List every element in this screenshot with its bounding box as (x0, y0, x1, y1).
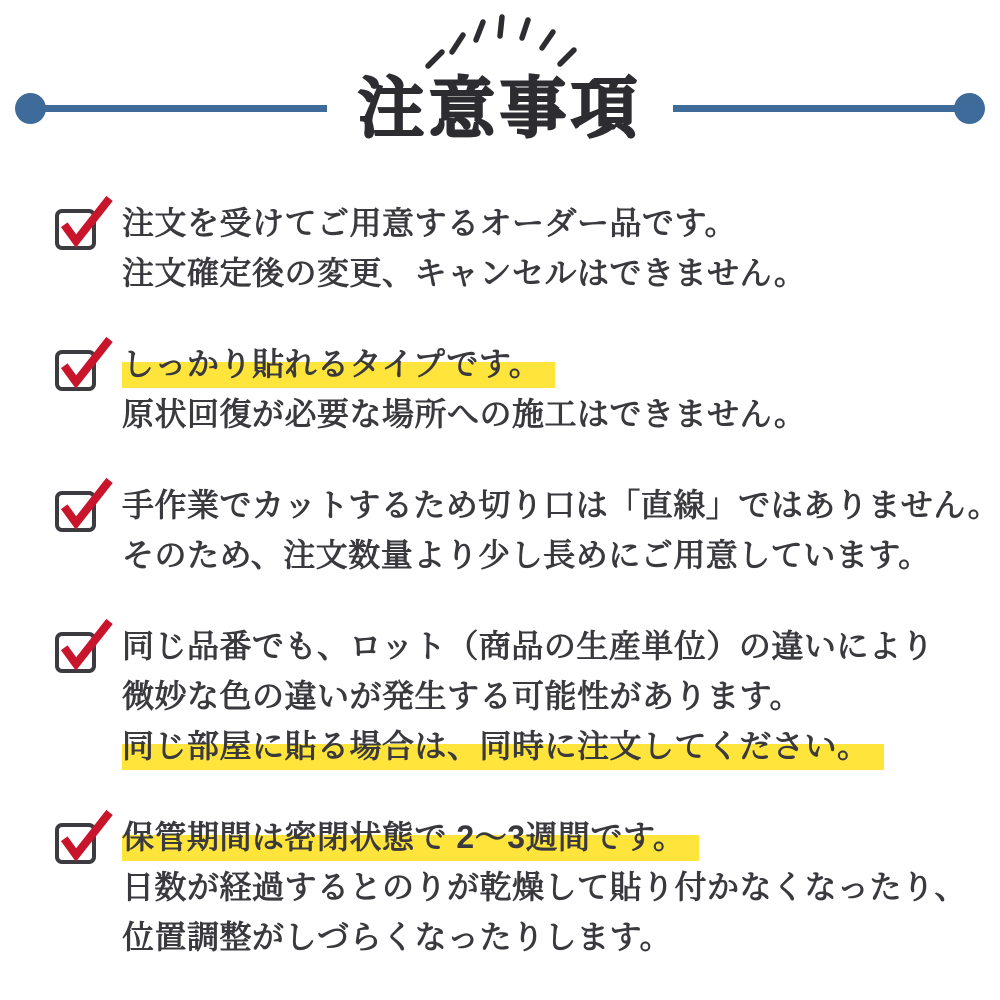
notice-line: 注文確定後の変更、キャンセルはできません。 (122, 255, 807, 291)
notice-line-highlighted: 同じ部屋に貼る場合は、同時に注文してください。 (122, 721, 965, 771)
checked-checkbox-icon (55, 480, 101, 532)
checked-checkbox-icon (55, 812, 101, 864)
notice-text-block (122, 621, 965, 771)
notice-line-highlighted: しっかり貼れるタイプです。 (122, 339, 965, 389)
checked-checkbox-icon (55, 198, 101, 250)
checked-checkbox-icon (55, 621, 101, 673)
checklist (55, 198, 1000, 1000)
notice-text-block (122, 812, 968, 962)
notice-line-highlighted: 保管期間は密閉状態で 2〜3週間です。 (122, 812, 965, 862)
notice-line: 注文を受けてご用意するオーダー品です。 (122, 205, 737, 241)
notice-text-block (122, 339, 965, 439)
checklist-item (55, 480, 1000, 580)
notice-text-block (122, 480, 1000, 580)
notice-line: 手作業でカットするため切り口は「直線」ではありません。 (122, 487, 1000, 523)
notice-text-block (122, 198, 965, 298)
notice-line: 日数が経過するとのりが乾燥して貼り付かなくなったり、 (122, 869, 968, 905)
notice-line: 同じ品番でも、ロット（商品の生産単位）の違いにより (122, 628, 934, 664)
title-rule-right (673, 105, 957, 112)
checklist-item (55, 812, 968, 962)
notice-line: 原状回復が必要な場所への施工はできません。 (122, 396, 807, 432)
checklist-item (55, 339, 965, 439)
title-rule-left (43, 105, 327, 112)
checklist-item (55, 198, 965, 298)
notice-line: 微妙な色の違いが発生する可能性があります。 (122, 678, 802, 714)
checklist-item (55, 621, 965, 771)
sparkle-icon (412, 12, 588, 76)
notice-line: そのため、注文数量より少し長めにご用意しています。 (122, 537, 931, 573)
notice-line: 位置調整がしづらくなったりします。 (122, 919, 672, 955)
page-title: 注意事項 (358, 71, 642, 145)
line-end-dot-right-icon (954, 93, 985, 124)
checked-checkbox-icon (55, 339, 101, 391)
title-row (0, 71, 1000, 145)
line-end-dot-left-icon (15, 93, 46, 124)
